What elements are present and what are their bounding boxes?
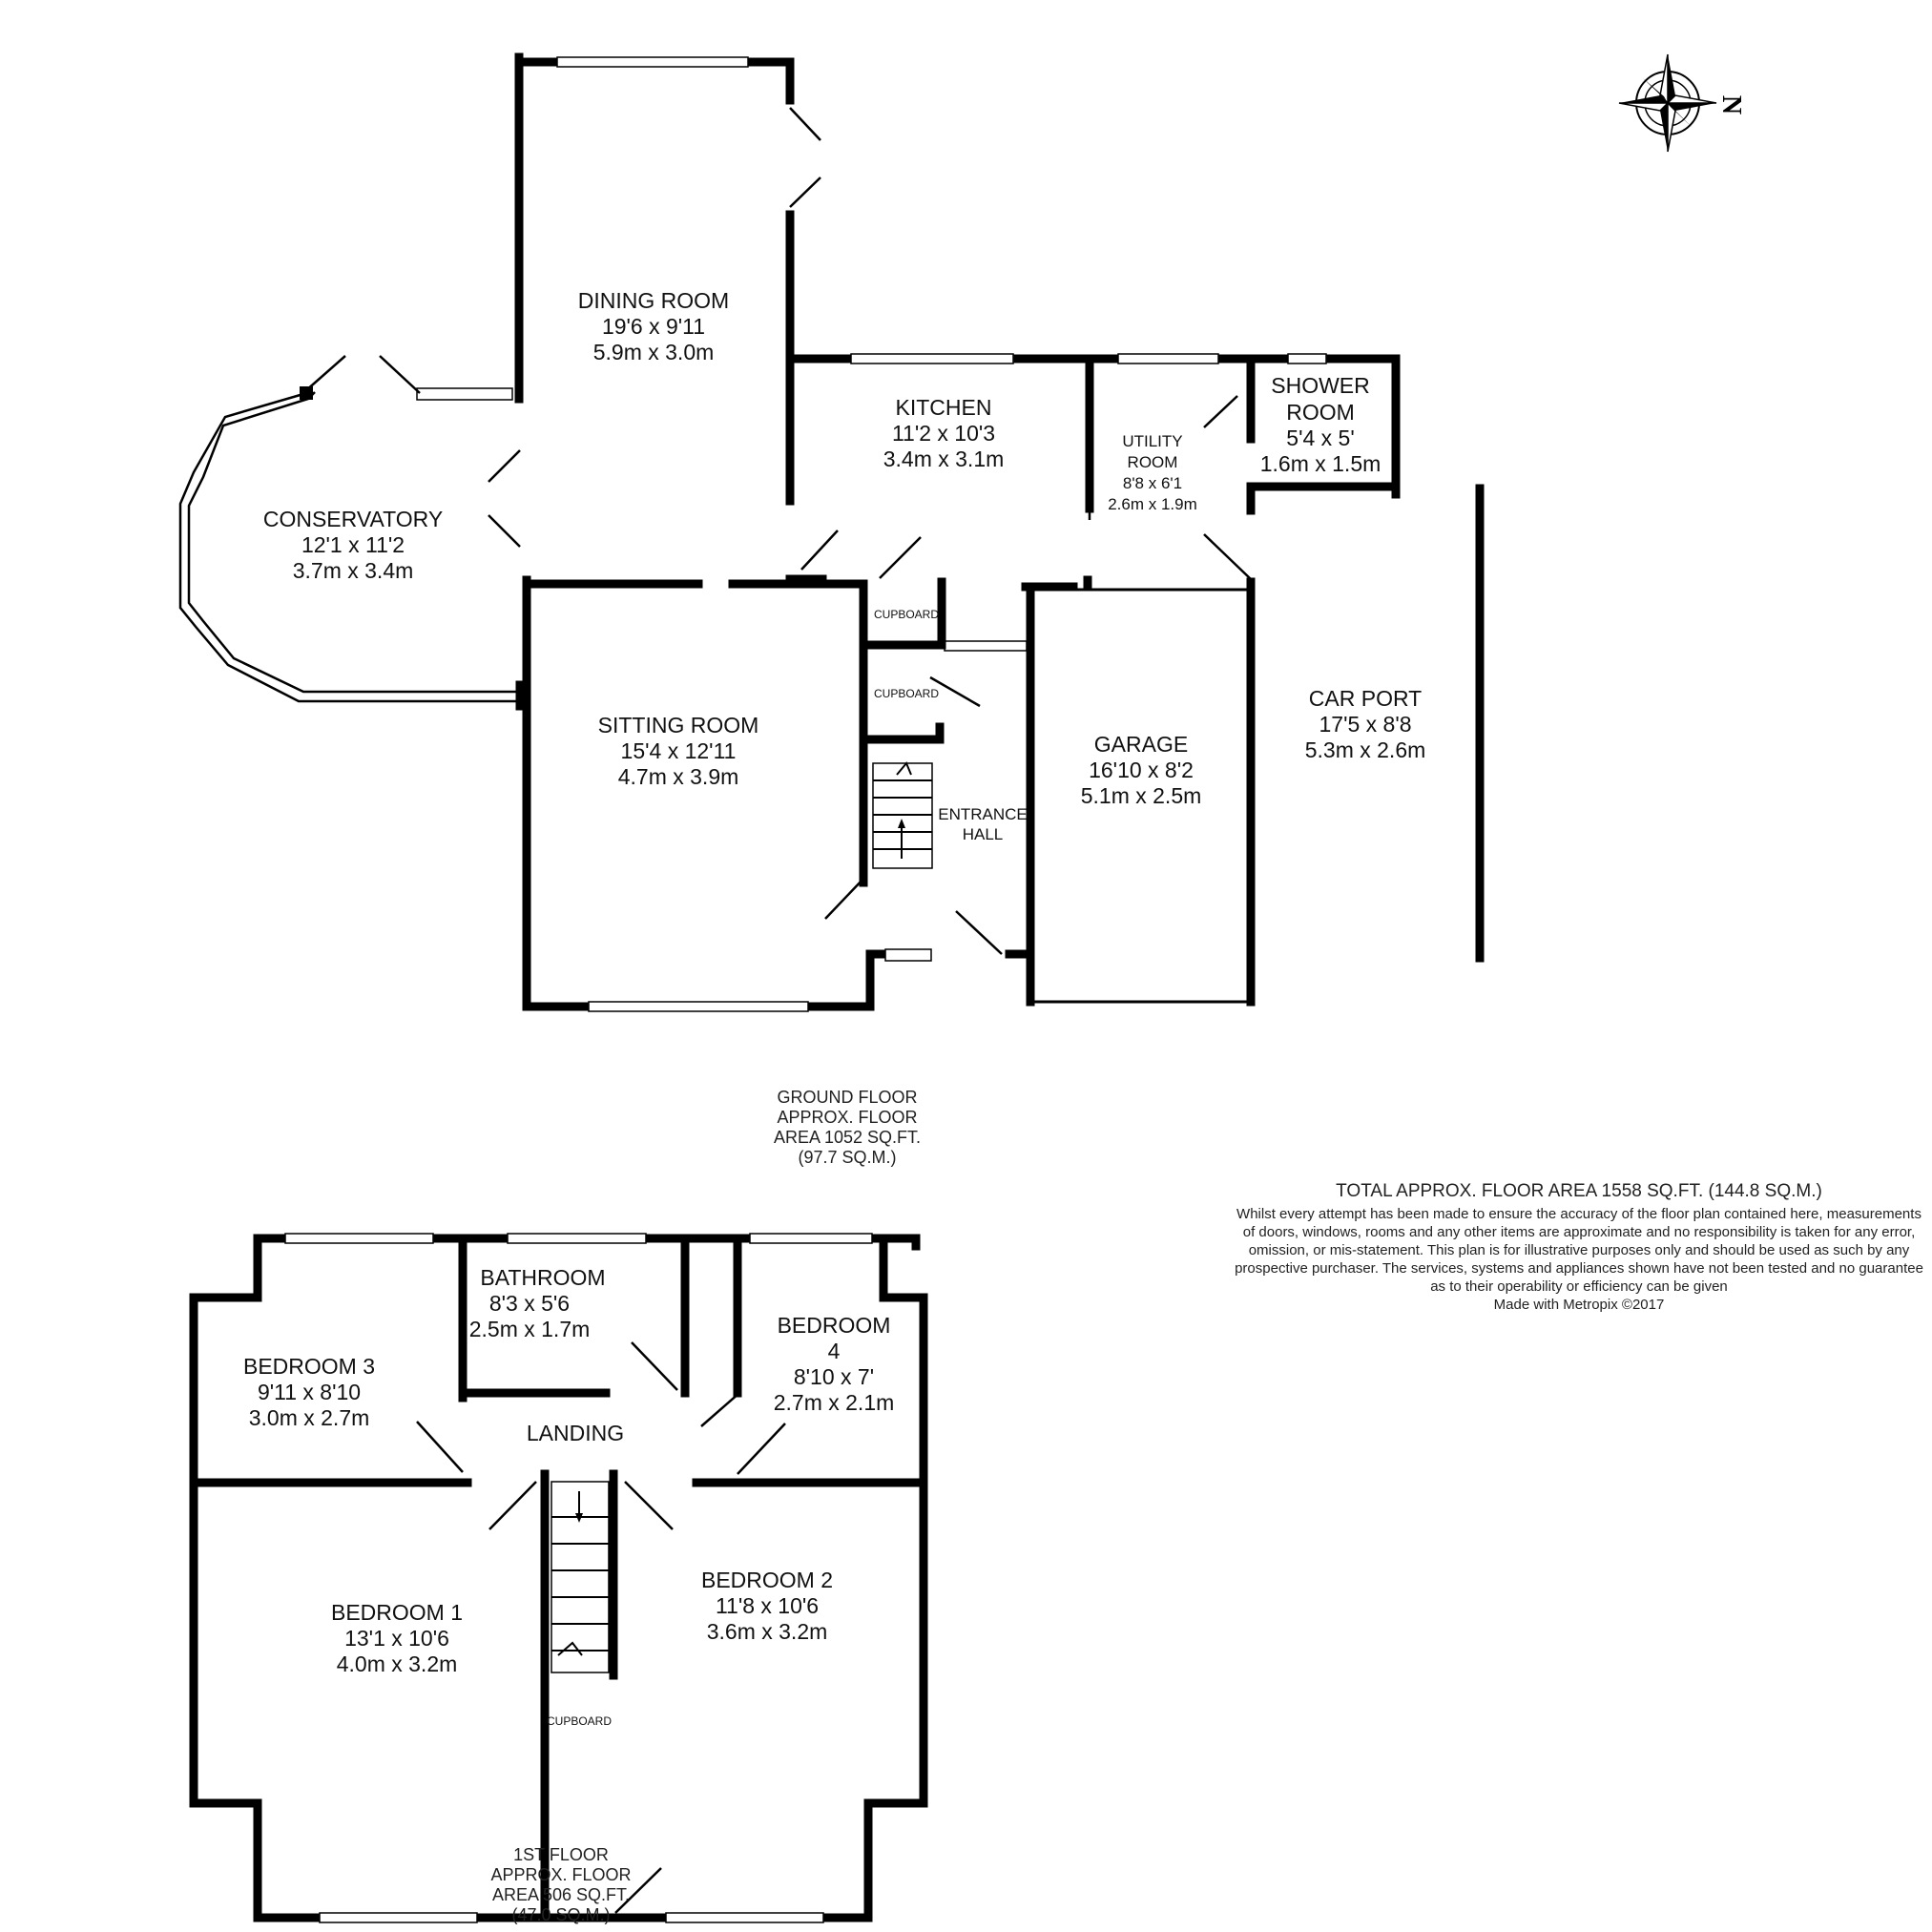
room-imperial: 17'5 x 8'8 — [1319, 712, 1412, 737]
room-name: BATHROOM — [480, 1265, 606, 1290]
cupboard-label-ground-2: CUPBOARD — [873, 687, 940, 700]
room-garage — [1081, 732, 1202, 808]
area-line: APPROX. FLOOR — [490, 1865, 632, 1884]
total-area: TOTAL APPROX. FLOOR AREA 1558 SQ.FT. (144.8 SQ.M.) — [1336, 1181, 1822, 1201]
compass-rose-icon — [1619, 54, 1716, 152]
room-carport — [1305, 686, 1426, 762]
area-line: (47.0 SQ.M.) — [511, 1905, 611, 1924]
room-shower — [1260, 373, 1381, 476]
room-imperial: 15'4 x 12'11 — [620, 738, 737, 763]
entrance-hall-label-line1: ENTRANCE — [938, 805, 1028, 823]
room-imperial: 16'10 x 8'2 — [1089, 758, 1194, 782]
room-sitting — [598, 713, 759, 789]
room-name: CONSERVATORY — [262, 507, 444, 531]
total-area-and-disclaimer — [1235, 1181, 1923, 1313]
cupboard-label-first: CUPBOARD — [546, 1714, 613, 1728]
area-line: 1ST FLOOR — [513, 1845, 609, 1864]
room-imperial: 12'1 x 11'2 — [301, 532, 405, 557]
area-line: (97.7 SQ.M.) — [798, 1148, 897, 1167]
room-bedroom-4 — [774, 1313, 895, 1415]
area-line: AREA 1052 SQ.FT. — [773, 1128, 922, 1147]
room-name-line1: SHOWER — [1271, 373, 1370, 398]
room-bedroom-2 — [701, 1568, 833, 1644]
room-utility — [1108, 432, 1197, 513]
room-name: DINING ROOM — [577, 288, 730, 313]
room-imperial: 11'8 x 10'6 — [715, 1593, 820, 1618]
room-name-line2: ROOM — [1127, 453, 1178, 471]
room-name-line1: UTILITY — [1122, 432, 1183, 450]
disclaimer-line: omission, or mis-statement. This plan is for illustrative purposes only and should be used as such by any — [1248, 1242, 1910, 1258]
landing-label: LANDING — [526, 1421, 625, 1445]
room-conservatory — [263, 507, 443, 583]
room-metric: 4.0m x 3.2m — [336, 1652, 458, 1676]
room-imperial: 9'11 x 8'10 — [257, 1380, 362, 1404]
area-line: APPROX. FLOOR — [777, 1108, 918, 1127]
area-line: AREA 506 SQ.FT. — [491, 1885, 631, 1904]
disclaimer-line: Made with Metropix ©2017 — [1493, 1297, 1665, 1313]
north-label: N — [1716, 94, 1746, 115]
ground-stairs — [873, 763, 932, 868]
room-metric: 3.7m x 3.4m — [292, 558, 414, 583]
room-name: BEDROOM 3 — [242, 1354, 376, 1379]
room-metric: 4.7m x 3.9m — [617, 764, 739, 789]
room-name: BEDROOM 1 — [330, 1600, 464, 1625]
room-bedroom-1 — [331, 1600, 463, 1676]
room-metric: 1.6m x 1.5m — [1259, 451, 1381, 476]
room-metric: 2.7m x 2.1m — [773, 1390, 895, 1415]
room-name: GARAGE — [1093, 732, 1189, 757]
room-imperial: 13'1 x 10'6 — [344, 1626, 449, 1651]
room-metric: 3.0m x 2.7m — [248, 1405, 370, 1430]
room-metric: 3.4m x 3.1m — [883, 447, 1005, 471]
room-imperial: 19'6 x 9'11 — [601, 314, 706, 339]
area-line: GROUND FLOOR — [777, 1088, 918, 1107]
room-name: SITTING ROOM — [597, 713, 759, 737]
room-metric: 2.6m x 1.9m — [1108, 495, 1197, 513]
room-name-line1: BEDROOM — [777, 1313, 891, 1338]
room-name: BEDROOM 2 — [700, 1568, 834, 1592]
room-metric: 5.3m x 2.6m — [1304, 737, 1426, 762]
room-name: KITCHEN — [895, 395, 992, 420]
room-imperial: 5'4 x 5' — [1286, 426, 1355, 450]
disclaimer-line: prospective purchaser. The services, systems and appliances shown have not been tested and no guarantee — [1235, 1260, 1923, 1277]
room-metric: 2.5m x 1.7m — [468, 1317, 591, 1341]
entrance-hall-label-line2: HALL — [962, 825, 1004, 843]
room-bathroom — [469, 1265, 606, 1341]
first-floor-stairs — [551, 1482, 609, 1672]
room-metric: 5.9m x 3.0m — [592, 340, 715, 364]
ground-floor-area — [774, 1088, 921, 1167]
disclaimer-line: of doors, windows, rooms and any other items are approximate and no responsibility is taken for any error, — [1242, 1224, 1916, 1240]
room-imperial: 8'8 x 6'1 — [1122, 474, 1183, 492]
room-bedroom-3 — [243, 1354, 375, 1430]
cupboard-label-ground-1: CUPBOARD — [873, 608, 940, 621]
room-metric: 5.1m x 2.5m — [1080, 783, 1202, 808]
room-imperial: 11'2 x 10'3 — [891, 421, 996, 446]
room-name-line2: ROOM — [1286, 400, 1355, 425]
room-metric: 3.6m x 3.2m — [706, 1619, 828, 1644]
first-floor-area — [490, 1845, 631, 1924]
room-kitchen — [883, 395, 1005, 471]
disclaimer-line: as to their operability or efficiency can be given — [1430, 1278, 1728, 1295]
room-name-line2: 4 — [827, 1339, 841, 1363]
room-imperial: 8'10 x 7' — [793, 1364, 875, 1389]
room-imperial: 8'3 x 5'6 — [488, 1291, 571, 1316]
room-name: CAR PORT — [1308, 686, 1423, 711]
disclaimer-line: Whilst every attempt has been made to ensure the accuracy of the floor plan contained here, measurements — [1236, 1206, 1922, 1222]
room-dining — [578, 288, 729, 364]
